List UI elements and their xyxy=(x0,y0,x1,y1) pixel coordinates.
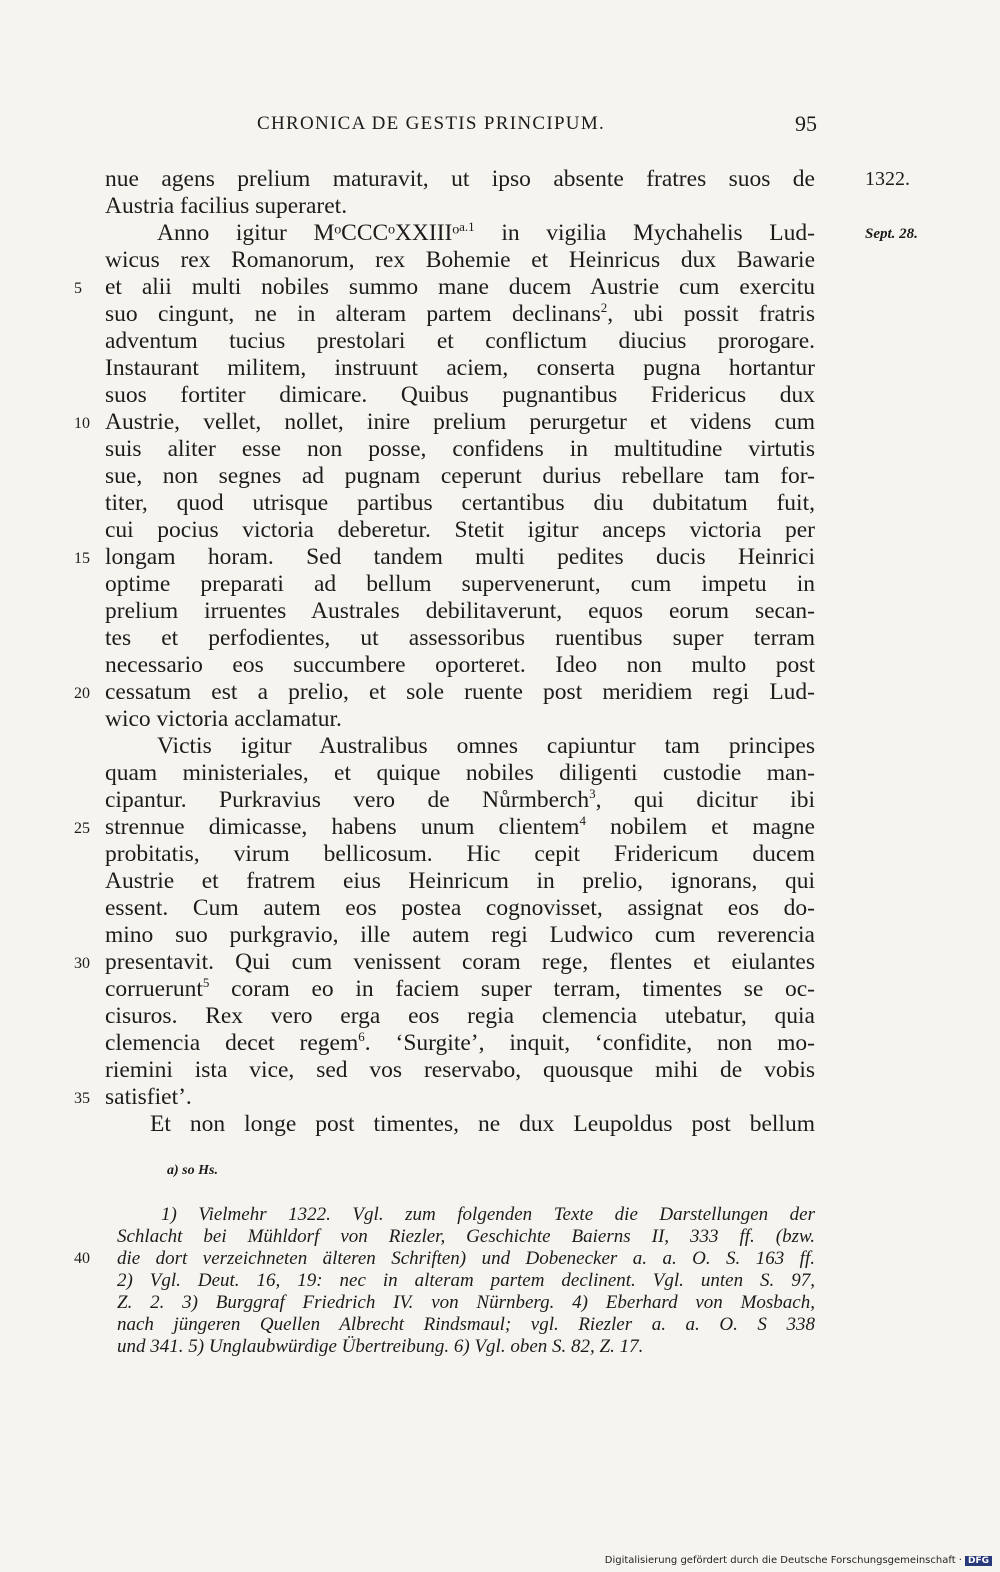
text-line: suis aliter esse non posse, confidens in multitudine virtutis xyxy=(105,436,815,462)
text-line: Et non longe post timentes, ne dux Leupoldus post bellum xyxy=(150,1111,815,1137)
text-line: 20 cessatum est a prelio, et sole ruente post meridiem regi Lud- xyxy=(74,679,815,705)
text-line: 10 Austrie, vellet, nollet, inire prelium perurgetur et videns cum xyxy=(74,409,815,435)
main-text xyxy=(74,166,918,1138)
margin-date: Sept. 28. xyxy=(865,226,918,242)
text-line: 25 strennue dimicasse, habens unum clientem$^4$ nobilem et magne xyxy=(74,813,815,840)
text-line: necessario eos succumbere oporteret. Ideo non multo post xyxy=(105,652,815,678)
footnote-line: Z. 2. 3) Burggraf Friedrich IV. von Nürnberg. 4) Eberhard von Mosbach, xyxy=(117,1292,815,1313)
text-line: optime preparati ad bellum supervenerunt, cum impetu in xyxy=(105,571,815,597)
line-number: 20 xyxy=(74,685,90,702)
text-line: essent. Cum autem eos postea cognovisset, assignat eos do- xyxy=(105,895,815,921)
text-line: clemencia decet regem$^6$. ʻSurgiteʼ, inquit, ʻconfidite, non mo- xyxy=(105,1029,815,1056)
text-line: cui pocius victoria deberetur. Stetit igitur anceps victoria per xyxy=(105,517,815,543)
text-line: riemini ista vice, sed vos reservabo, quousque mihi de vobis xyxy=(105,1057,815,1083)
text-line: cisuros. Rex vero erga eos regia clemencia utebatur, quia xyxy=(105,1003,815,1029)
line-number: 5 xyxy=(74,280,82,297)
textual-note: a) so Hs. xyxy=(167,1163,218,1178)
text-line: nue agens prelium maturavit, ut ipso absente fratres suos de 1322. xyxy=(105,166,910,192)
page-header xyxy=(105,113,815,143)
text-line: suo cingunt, ne in alteram partem declinans$^2$, ubi possit fratris xyxy=(105,300,815,327)
line-number: 40 xyxy=(74,1250,90,1267)
line-number: 10 xyxy=(74,415,90,432)
text-line: quam ministeriales, et quique nobiles diligenti custodie man- xyxy=(105,760,815,786)
text-line: 5 et alii multi nobiles summo mane ducem Austrie cum exercitu xyxy=(74,274,815,300)
footnotes xyxy=(74,1204,815,1358)
line-number: 35 xyxy=(74,1090,90,1107)
text-line: probitatis, virum bellicosum. Hic cepit Fridericum ducem xyxy=(105,841,815,867)
text-line: Austrie et fratrem eius Heinricum in prelio, ignorans, qui xyxy=(105,868,815,894)
margin-year: 1322. xyxy=(865,168,910,190)
line-number: 30 xyxy=(74,955,90,972)
footnote-line: 2) Vgl. Deut. 16, 19: nec in alteram partem declinent. Vgl. unten S. 97, xyxy=(117,1270,815,1291)
footnote-line: und 341. 5) Unglaubwürdige Übertreibung. 6) Vgl. oben S. 82, Z. 17. xyxy=(117,1336,644,1357)
running-title: CHRONICA DE GESTIS PRINCIPUM. xyxy=(257,113,606,134)
line-number: 25 xyxy=(74,820,90,837)
text-line: titer, quod utrisque partibus certantibus diu dubitatum fuit, xyxy=(105,490,815,516)
footnote-line: nach jüngeren Quellen Albrecht Rindsmaul; vgl. Riezler a. a. O. S 338 xyxy=(117,1314,815,1335)
footnote-ref: 4 xyxy=(579,813,586,829)
text-line: 30 presentavit. Qui cum venissent coram rege, flentes et eiulantes xyxy=(74,949,815,975)
text-line: wico victoria acclamatur. xyxy=(105,706,342,732)
text-line: mino suo purkgravio, ille autem regi Ludwico cum reverencia xyxy=(105,922,815,948)
text-line: 15 longam horam. Sed tandem multi pedites ducis Heinrici xyxy=(74,544,815,570)
footnote-ref: 3 xyxy=(589,786,596,802)
footer-text: Digitalisierung gefördert durch die Deutsche Forschungsgemeinschaft · xyxy=(604,1555,962,1566)
footnote-line: 1) Vielmehr 1322. Vgl. zum folgenden Texte die Darstellungen der xyxy=(161,1204,815,1225)
dfg-logo: DFG xyxy=(965,1556,992,1566)
footnote-ref: a.1 xyxy=(459,219,475,235)
page-number: 95 xyxy=(795,111,817,136)
footnote-ref: 5 xyxy=(202,975,210,991)
footnote-ref: 6 xyxy=(358,1029,365,1045)
text-line: prelium irruentes Australes debilitaverunt, equos eorum secan- xyxy=(105,598,815,624)
text-line: sue, non segnes ad pugnam ceperunt durius rebellare tam for- xyxy=(105,463,815,489)
footnote-line: Schlacht bei Mühldorf von Riezler, Geschichte Baierns II, 333 ff. (bzw. xyxy=(117,1226,815,1247)
digitization-footer xyxy=(605,1555,992,1566)
footnote-line: 40 die dort verzeichneten älteren Schriften) und Dobenecker a. a. O. S. 163 ff. xyxy=(74,1248,815,1269)
text-line: suos fortiter dimicare. Quibus pugnantibus Fridericus dux xyxy=(105,382,815,408)
text-line: Anno igitur MᵒCCCᵒXXIIIᵒ$^{a.1}$ in vigilia Mychahelis Lud- Sept. 28. xyxy=(157,219,918,246)
text-line: Instaurant militem, instruunt aciem, conserta pugna hortantur xyxy=(105,355,815,381)
line-number: 15 xyxy=(74,550,90,567)
text-line: Austria facilius superaret. xyxy=(105,193,348,219)
text-line: cipantur. Purkravius vero de Nůrmberch$^3$, qui dicitur ibi xyxy=(105,786,815,813)
text-line: 35 satisfietʼ. xyxy=(74,1084,192,1110)
text-line: Victis igitur Australibus omnes capiuntur tam principes xyxy=(157,733,815,759)
footnote-ref: 2 xyxy=(600,300,608,316)
text-line: wicus rex Romanorum, rex Bohemie et Heinricus dux Bawarie xyxy=(105,247,815,273)
text-line: adventum tucius prestolari et conflictum diucius prorogare. xyxy=(105,328,815,354)
text-line: corruerunt$^5$ coram eo in faciem super terram, timentes se oc- xyxy=(105,975,815,1002)
text-line: tes et perfodientes, ut assessoribus ruentibus super terram xyxy=(105,625,815,651)
